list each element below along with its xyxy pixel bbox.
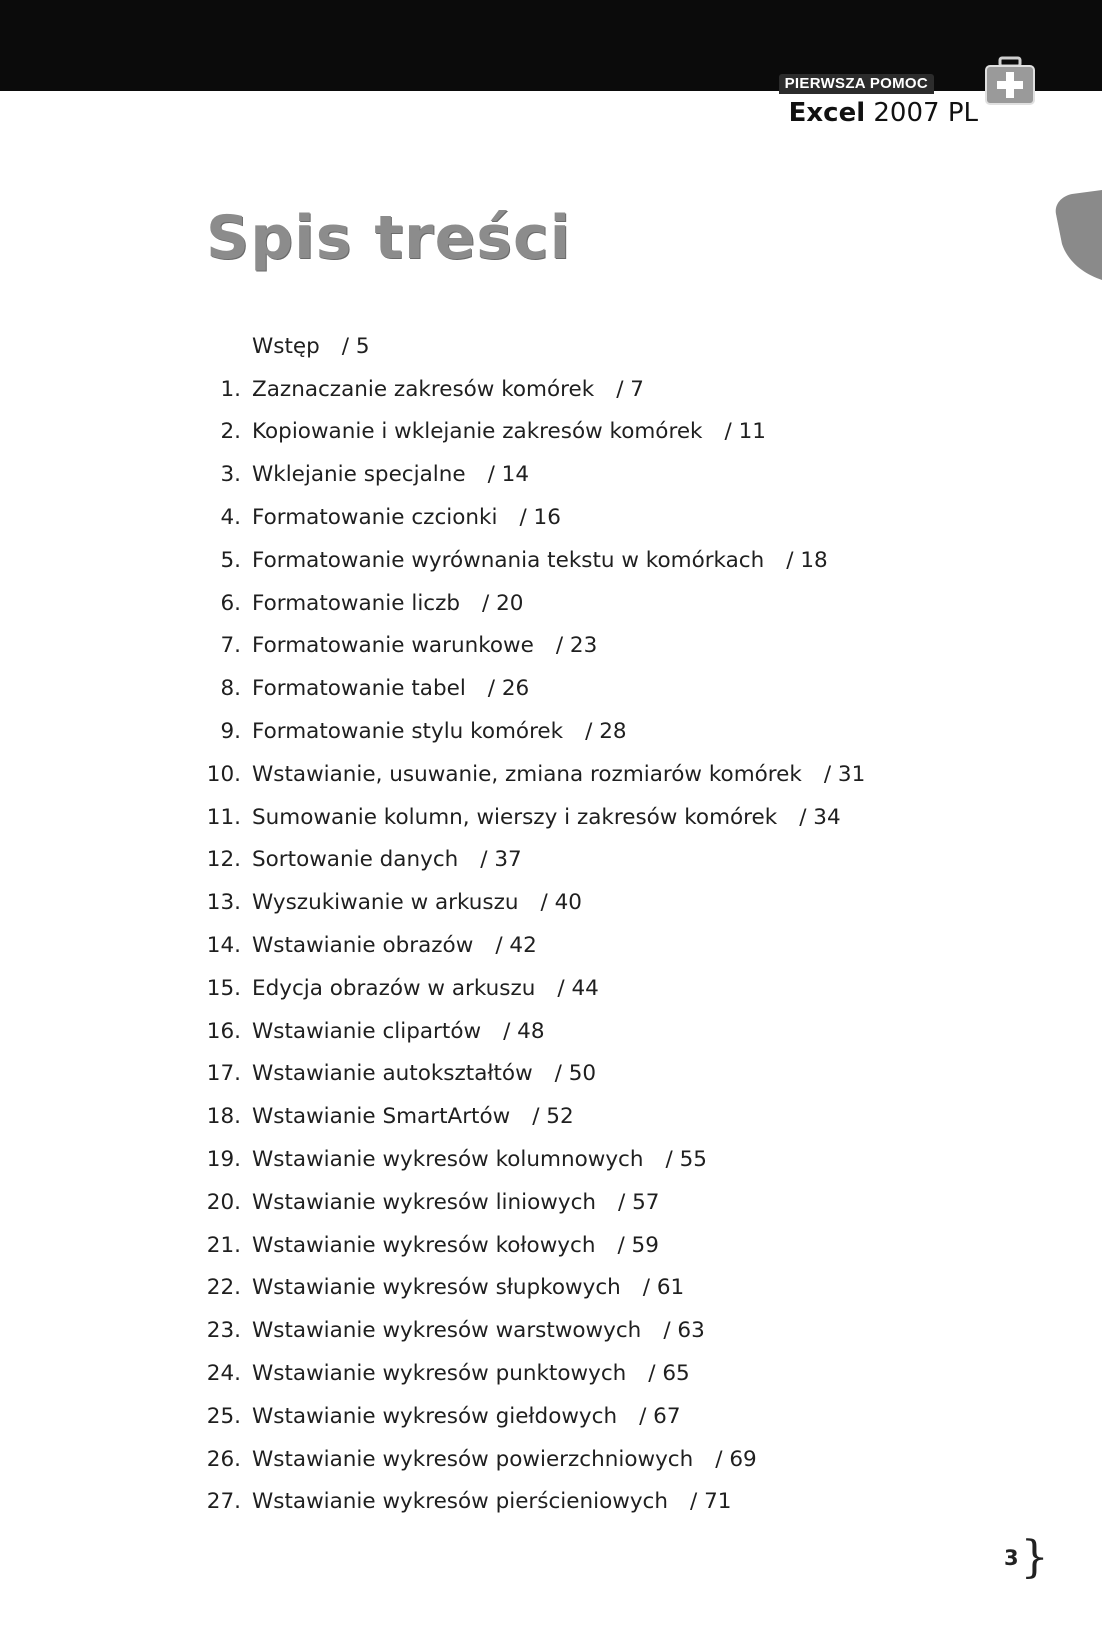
toc-entry [195, 1010, 865, 1053]
toc-entry [195, 1395, 865, 1438]
toc-entry-title: Sumowanie kolumn, wierszy i zakresów komórek [252, 804, 778, 830]
toc-entry [195, 967, 865, 1010]
toc-entry-title: Sortowanie danych [252, 847, 459, 873]
toc-entry-number: 8. [220, 676, 241, 702]
product-version: 2007 PL [873, 98, 978, 128]
page-title: Spis treści [206, 203, 572, 273]
toc-entry-number: 13. [206, 890, 241, 916]
toc-entry-page: / 40 [540, 890, 582, 916]
toc-entry-page: / 48 [503, 1018, 545, 1044]
toc-entry-number: 18. [206, 1104, 241, 1130]
toc-entry-page: / 5 [341, 333, 370, 359]
toc-entry-number: 23. [206, 1318, 241, 1344]
toc-entry-page: / 42 [495, 933, 537, 959]
toc-entry-title: Wstawianie wykresów punktowych [252, 1361, 627, 1387]
toc-entry-number: 21. [206, 1232, 241, 1258]
toc-entry [195, 496, 865, 539]
toc-entry [195, 582, 865, 625]
toc-entry-number: 25. [206, 1403, 241, 1429]
toc-entry-number: 3. [220, 462, 241, 488]
toc-entry [195, 796, 865, 839]
toc-entry-page: / 14 [487, 462, 530, 488]
toc-entry-number: 2. [220, 419, 241, 445]
toc-entry-page: / 67 [639, 1403, 681, 1429]
toc-entry-title: Formatowanie tabel [252, 676, 466, 702]
toc-entry-title: Formatowanie liczb [252, 590, 461, 616]
toc-entry-page: / 61 [642, 1275, 685, 1301]
toc-entry-number: 27. [206, 1489, 241, 1515]
toc-entry [195, 1224, 865, 1267]
toc-entry-page: / 44 [557, 975, 599, 1001]
toc-entry-number: 7. [220, 633, 241, 659]
toc-entry-title: Wstawianie wykresów pierścieniowych [252, 1489, 669, 1515]
toc-entry-title: Wstawianie wykresów warstwowych [252, 1318, 642, 1344]
toc-entry-page: / 28 [585, 719, 627, 745]
toc-entry-title: Wyszukiwanie w arkuszu [252, 890, 519, 916]
product-title [789, 98, 978, 128]
toc-entry-title: Kopiowanie i wklejanie zakresów komórek [252, 419, 703, 445]
first-aid-kit-icon [982, 56, 1038, 108]
toc-entry-page: / 55 [665, 1147, 707, 1173]
toc-entry [195, 1138, 865, 1181]
toc-entry-number: 6. [220, 590, 241, 616]
brace-ornament: } [1020, 1532, 1049, 1583]
toc-entry [195, 753, 865, 796]
toc-entry-title: Formatowanie czcionki [252, 505, 498, 531]
toc-entry-number: 26. [206, 1446, 241, 1472]
toc-entry-number: 14. [206, 933, 241, 959]
toc-entry-page: / 63 [663, 1318, 705, 1344]
toc-entry-title: Wstawianie wykresów kolumnowych [252, 1147, 644, 1173]
toc-entry [195, 325, 865, 368]
toc-entry-title: Wstawianie clipartów [252, 1018, 482, 1044]
toc-entry-page: / 26 [487, 676, 530, 702]
toc-entry-number: 9. [220, 719, 241, 745]
toc-entry-page: / 31 [823, 761, 866, 787]
toc-entry-number: 12. [206, 847, 241, 873]
toc-entry-title: Zaznaczanie zakresów komórek [252, 376, 595, 402]
toc-entry-number: 17. [206, 1061, 241, 1087]
toc-entry-title: Wstawianie wykresów giełdowych [252, 1403, 618, 1429]
toc-entry [195, 710, 865, 753]
toc-entry-number: 22. [206, 1275, 241, 1301]
toc-entry-number: 4. [220, 505, 241, 531]
page-number [1004, 1532, 1049, 1583]
toc-entry-title: Wstawianie wykresów kołowych [252, 1232, 596, 1258]
toc-entry-number: 15. [206, 975, 241, 1001]
toc-entry-title: Formatowanie stylu komórek [252, 719, 564, 745]
toc-entry [195, 625, 865, 668]
toc-entry [195, 1267, 865, 1310]
toc-entry-title: Formatowanie warunkowe [252, 633, 534, 659]
toc-entry-number: 16. [206, 1018, 241, 1044]
toc-entry-page: / 65 [648, 1361, 690, 1387]
toc-entry [195, 1053, 865, 1096]
page-number-value: 3 [1004, 1546, 1019, 1570]
toc-entry [195, 1352, 865, 1395]
toc-entry-number: 11. [206, 804, 241, 830]
toc-entry [195, 453, 865, 496]
toc-entry-page: / 57 [618, 1189, 660, 1215]
toc-entry-number: 19. [206, 1147, 241, 1173]
toc-entry-title: Wstawianie wykresów słupkowych [252, 1275, 621, 1301]
toc-entry-title: Edycja obrazów w arkuszu [252, 975, 536, 1001]
toc-entry-page: / 50 [554, 1061, 597, 1087]
toc-entry-number: 10. [206, 761, 241, 787]
toc-entry [195, 924, 865, 967]
page-edge-tab [1054, 190, 1102, 280]
toc-entry [195, 539, 865, 582]
header-band [0, 0, 1102, 91]
toc-entry [195, 1095, 865, 1138]
table-of-contents [195, 325, 865, 1523]
toc-entry-number: 24. [206, 1361, 241, 1387]
toc-entry-page: / 23 [555, 633, 598, 659]
toc-entry-title: Wstawianie wykresów powierzchniowych [252, 1446, 694, 1472]
toc-entry-page: / 52 [532, 1104, 574, 1130]
toc-entry [195, 1481, 865, 1524]
toc-entry [195, 667, 865, 710]
toc-entry-title: Wstawianie autokształtów [252, 1061, 533, 1087]
toc-entry-title: Wstawianie wykresów liniowych [252, 1189, 597, 1215]
toc-entry-number: 20. [206, 1189, 241, 1215]
toc-entry [195, 411, 865, 454]
toc-entry-page: / 34 [799, 804, 841, 830]
toc-entry-page: / 69 [715, 1446, 757, 1472]
toc-entry-title: Wstęp [252, 333, 320, 359]
product-brand: Excel [788, 98, 866, 128]
toc-entry [195, 1438, 865, 1481]
toc-entry-number: 5. [220, 547, 241, 573]
toc-entry [195, 1309, 865, 1352]
toc-entry-title: Wstawianie, usuwanie, zmiana rozmiarów komórek [252, 761, 802, 787]
toc-entry-page: / 16 [519, 505, 561, 531]
toc-entry-title: Formatowanie wyrównania tekstu w komórkach [252, 547, 765, 573]
toc-entry [195, 839, 865, 882]
toc-entry [195, 368, 865, 411]
toc-entry [195, 881, 865, 924]
toc-entry-page: / 18 [786, 547, 828, 573]
toc-entry-page: / 7 [616, 376, 644, 402]
toc-entry-title: Wstawianie SmartArtów [252, 1104, 511, 1130]
toc-entry-number: 1. [220, 376, 241, 402]
toc-entry-title: Wklejanie specjalne [252, 462, 466, 488]
series-label: PIERWSZA POMOC [779, 74, 934, 94]
toc-entry-page: / 20 [482, 590, 524, 616]
toc-entry-page: / 71 [690, 1489, 732, 1515]
toc-entry [195, 1181, 865, 1224]
toc-entry-page: / 59 [617, 1232, 659, 1258]
toc-entry-page: / 37 [480, 847, 522, 873]
toc-entry-page: / 11 [724, 419, 766, 445]
toc-entry-title: Wstawianie obrazów [252, 933, 474, 959]
